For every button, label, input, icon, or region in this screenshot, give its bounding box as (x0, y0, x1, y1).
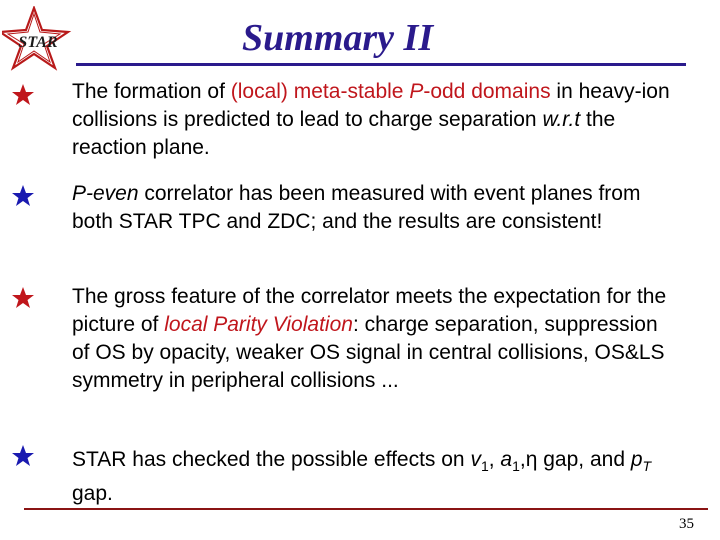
title-underline (76, 63, 686, 66)
bullet-text-run: , (488, 448, 501, 471)
bullet-text (72, 446, 672, 508)
bullet-text (72, 283, 672, 395)
bullet-text-run: gap. (72, 482, 113, 506)
bullet-text-run: The gross feature of the correlator meets the expectation for the picture of (72, 285, 667, 336)
bullet-text-run: 1 (480, 458, 489, 475)
bullet-text-run: w.r.t (542, 108, 581, 131)
bullet-text-run: The formation of (72, 80, 231, 103)
bullet-text-run: a (500, 448, 513, 471)
page-number: 35 (679, 516, 694, 532)
bullet-text-run: STAR has checked the possible effects on (72, 448, 471, 471)
star-logo (2, 6, 80, 72)
bullet-text-run: ,η gap, and (519, 448, 631, 471)
bullet-text-run: local Parity Violation (164, 313, 353, 336)
bullet-text-run: 1 (512, 458, 520, 475)
bullet-text-run: the reaction plane. (72, 108, 616, 159)
slide-title: Summary II (242, 17, 434, 59)
bullet-text-run: p (630, 448, 643, 471)
bullet-text-run: T (642, 458, 652, 475)
bullet-text-run: : charge separation, suppression of OS by opacity, weaker OS signal in central collisions, OS&LS symmetry in peripheral collisions ... (72, 313, 665, 392)
bullet-text (72, 78, 672, 162)
star-logo-text: STAR (18, 34, 58, 51)
star-bullet-icon (11, 83, 35, 107)
star-bullet-icon (11, 286, 35, 310)
bullet-text-run: v (470, 448, 481, 471)
bullet-text-run: P-even (72, 182, 139, 205)
bullet-text-run: in heavy-ion collisions is predicted to lead to charge separation (72, 80, 670, 131)
footer-rule (24, 508, 708, 510)
bullet-text-run: (local) meta-stable (230, 80, 410, 103)
bullet-text-run: correlator has been measured with event planes from both STAR TPC and ZDC; and the results are consistent! (72, 182, 641, 233)
star-bullet-icon (11, 184, 35, 208)
star-bullet-icon (11, 444, 35, 468)
bullet-text (72, 180, 672, 236)
bullet-text-run: P (409, 80, 424, 103)
bullet-text-run: -odd domains (423, 80, 551, 103)
